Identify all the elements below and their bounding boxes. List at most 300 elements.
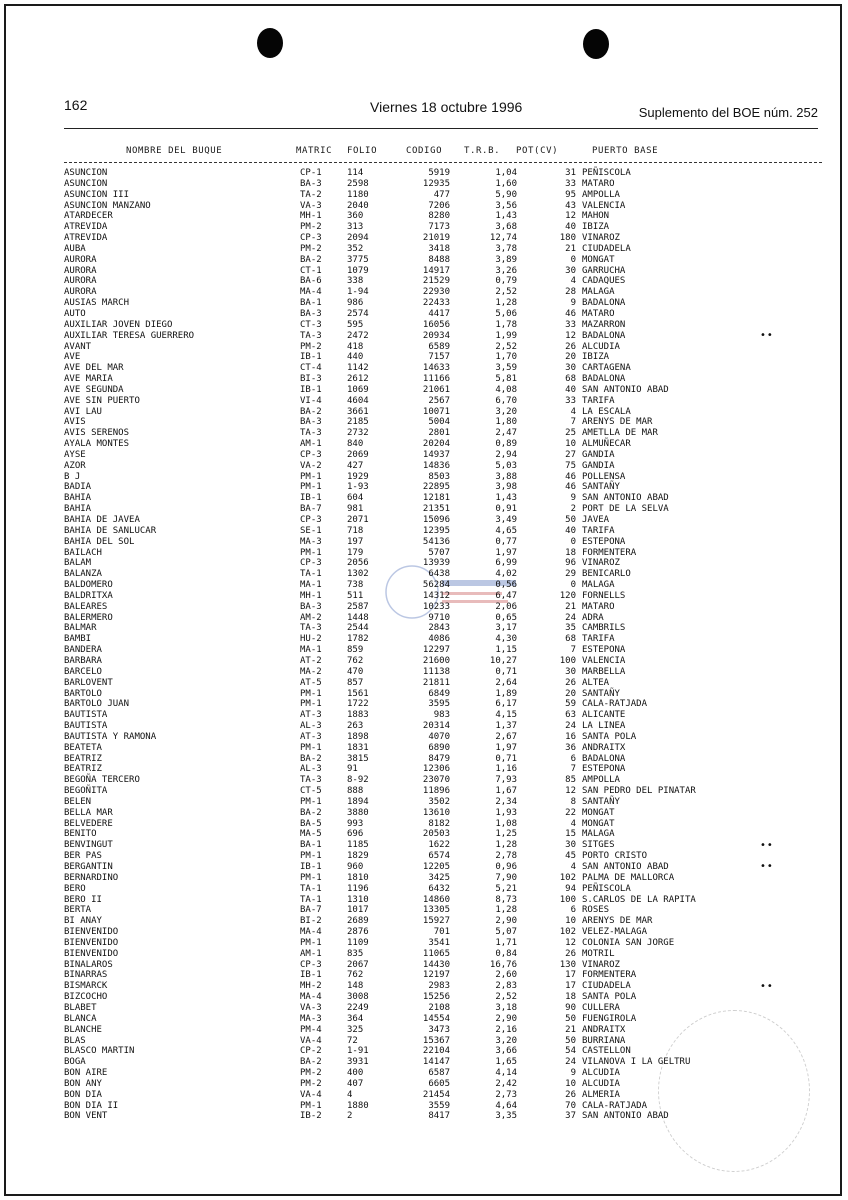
cell-port: IBIZA <box>582 222 610 233</box>
cell-port: VINAROZ <box>582 558 620 569</box>
cell-codigo: 11138 <box>422 666 450 677</box>
cell-codigo: 5004 <box>428 417 450 428</box>
cell-codigo: 6589 <box>428 341 450 352</box>
cell-name: BEGOÑITA <box>64 786 108 797</box>
cell-name: BIENVENIDO <box>64 927 119 938</box>
cell-pot: 10 <box>565 1078 576 1089</box>
cell-name: ASUNCION <box>64 168 108 178</box>
cell-trb: 0,84 <box>495 948 517 959</box>
cell-pot: 16 <box>565 731 576 742</box>
cell-folio: 197 <box>347 536 364 547</box>
table-row <box>64 1003 824 1014</box>
cell-codigo: 9710 <box>428 612 450 623</box>
cell-port: ARENYS DE MAR <box>582 417 653 428</box>
cell-pot: 10 <box>565 916 576 927</box>
cell-matric: MA-4 <box>300 927 322 938</box>
cell-pot: 4 <box>570 406 576 417</box>
cell-pot: 36 <box>565 742 576 753</box>
table-row <box>64 699 824 710</box>
cell-port: SAN ANTONIO ABAD <box>582 1111 669 1122</box>
cell-folio: 888 <box>347 786 364 797</box>
cell-trb: 1,16 <box>495 764 517 775</box>
cell-folio: 407 <box>347 1078 364 1089</box>
cell-port: SITGES <box>582 840 615 851</box>
cell-codigo: 6574 <box>428 851 450 862</box>
margin-mark: •• <box>760 980 774 992</box>
cell-name: BAUTISTA <box>64 710 108 721</box>
cell-folio: 470 <box>347 666 364 677</box>
cell-pot: 27 <box>565 449 576 460</box>
cell-port: GARRUCHA <box>582 265 626 276</box>
cell-pot: 120 <box>559 590 576 601</box>
cell-codigo: 6849 <box>428 688 450 699</box>
cell-matric: TA-3 <box>300 775 322 786</box>
cell-matric: SE-1 <box>300 525 322 536</box>
table-row <box>64 645 824 656</box>
cell-folio: 2544 <box>347 623 369 634</box>
cell-port: SAN PEDRO DEL PINATAR <box>582 786 696 797</box>
cell-pot: 30 <box>565 265 576 276</box>
cell-port: SAN ANTONIO ABAD <box>582 493 669 504</box>
cell-codigo: 14917 <box>422 265 450 276</box>
cell-matric: BA-1 <box>300 840 322 851</box>
cell-name: BARBARA <box>64 655 102 666</box>
cell-trb: 12,74 <box>489 233 517 244</box>
cell-folio: 2876 <box>347 927 369 938</box>
cell-folio: 1-94 <box>347 287 369 298</box>
cell-port: ALICANTE <box>582 710 626 721</box>
cell-name: B J <box>64 471 81 482</box>
cell-codigo: 15096 <box>422 515 450 525</box>
cell-name: BIENVENIDO <box>64 937 119 948</box>
cell-folio: 2094 <box>347 233 369 244</box>
cell-codigo: 13939 <box>422 558 450 569</box>
cell-name: BALAM <box>64 558 92 569</box>
cell-name: BIENVENIDO <box>64 948 119 959</box>
cell-matric: BA-2 <box>300 406 322 417</box>
cell-name: BALEARES <box>64 601 108 612</box>
cell-pot: 40 <box>565 525 576 536</box>
cell-pot: 59 <box>565 699 576 710</box>
cell-matric: PM-1 <box>300 742 322 753</box>
cell-port: MONGAT <box>582 254 615 265</box>
cell-pot: 26 <box>565 1089 576 1100</box>
cell-port: PEÑISCOLA <box>582 168 631 178</box>
cell-codigo: 11065 <box>422 948 450 959</box>
table-row <box>64 385 824 396</box>
cell-trb: 5,21 <box>495 883 517 894</box>
cell-matric: MA-3 <box>300 536 322 547</box>
cell-matric: PM-2 <box>300 243 322 254</box>
cell-codigo: 5707 <box>428 547 450 558</box>
cell-trb: 3,26 <box>495 265 517 276</box>
table-row <box>64 276 824 287</box>
table-row <box>64 949 824 960</box>
cell-name: BENITO <box>64 829 97 840</box>
cell-codigo: 23070 <box>422 775 450 786</box>
cell-port: CAMBRILS <box>582 623 626 634</box>
cell-matric: TA-3 <box>300 330 322 341</box>
cell-matric: HU-2 <box>300 634 322 645</box>
cell-trb: 4,08 <box>495 384 517 395</box>
cell-trb: 0,96 <box>495 862 517 872</box>
cell-codigo: 14554 <box>422 1013 450 1024</box>
cell-folio: 2067 <box>347 959 369 970</box>
table-row <box>64 873 824 884</box>
cell-matric: BA-3 <box>300 601 322 612</box>
cell-trb: 0,71 <box>495 666 517 677</box>
cell-pot: 180 <box>559 233 576 244</box>
cell-codigo: 3418 <box>428 243 450 254</box>
cell-name: BARCELO <box>64 666 102 677</box>
cell-port: ESTEPONA <box>582 764 626 775</box>
table-row <box>64 439 824 450</box>
cell-folio: 2056 <box>347 558 369 569</box>
cell-codigo: 6432 <box>428 883 450 894</box>
table-row <box>64 981 824 992</box>
cell-pot: 100 <box>559 894 576 905</box>
cell-folio: 1079 <box>347 265 369 276</box>
table-row <box>64 960 824 971</box>
cell-name: AURORA <box>64 276 97 287</box>
cell-matric: AT-3 <box>300 731 322 742</box>
table-row <box>64 569 824 580</box>
cell-matric: BA-3 <box>300 417 322 428</box>
cell-codigo: 8182 <box>428 818 450 829</box>
cell-pot: 2 <box>570 504 576 515</box>
cell-folio: 1069 <box>347 384 369 395</box>
cell-port: MARBELLA <box>582 666 626 677</box>
cell-trb: 2,16 <box>495 1024 517 1035</box>
cell-port: PALMA DE MALLORCA <box>582 872 675 883</box>
cell-pot: 33 <box>565 395 576 406</box>
cell-pot: 7 <box>570 417 576 428</box>
cell-matric: PM-2 <box>300 341 322 352</box>
cell-port: POLLENSA <box>582 471 626 482</box>
cell-pot: 28 <box>565 287 576 298</box>
table-row <box>64 558 824 569</box>
cell-trb: 1,80 <box>495 417 517 428</box>
cell-folio: 2185 <box>347 417 369 428</box>
cell-name: BAHIA DEL SOL <box>64 536 135 547</box>
cell-folio: 993 <box>347 818 364 829</box>
table-row <box>64 342 824 353</box>
cell-trb: 0,91 <box>495 504 517 515</box>
table-row <box>64 623 824 634</box>
cell-port: SANTA POLA <box>582 992 637 1003</box>
cell-pot: 4 <box>570 818 576 829</box>
cell-name: BON ANY <box>64 1078 102 1089</box>
table-row <box>64 851 824 862</box>
cell-folio: 1829 <box>347 851 369 862</box>
cell-matric: TA-2 <box>300 189 322 200</box>
cell-trb: 3,59 <box>495 363 517 374</box>
cell-trb: 3,66 <box>495 1046 517 1057</box>
cell-folio: 595 <box>347 319 364 330</box>
cell-folio: 835 <box>347 948 364 959</box>
cell-matric: BA-2 <box>300 1057 322 1068</box>
cell-name: BERO <box>64 883 86 894</box>
cell-trb: 16,76 <box>489 959 517 970</box>
cell-trb: 1,97 <box>495 742 517 753</box>
cell-codigo: 12306 <box>422 764 450 775</box>
cell-trb: 3,18 <box>495 1002 517 1013</box>
cell-codigo: 20503 <box>422 829 450 840</box>
cell-pot: 0 <box>570 580 576 591</box>
cell-codigo: 22433 <box>422 298 450 309</box>
cell-folio: 2071 <box>347 515 369 525</box>
cell-trb: 1,97 <box>495 547 517 558</box>
cell-folio: 1196 <box>347 883 369 894</box>
cell-codigo: 20204 <box>422 439 450 450</box>
cell-name: AVIS <box>64 417 86 428</box>
table-row <box>64 428 824 439</box>
cell-port: MAZARRON <box>582 319 626 330</box>
cell-pot: 12 <box>565 330 576 341</box>
cell-codigo: 54136 <box>422 536 450 547</box>
cell-pot: 75 <box>565 460 576 471</box>
cell-name: BON DIA <box>64 1089 102 1100</box>
cell-matric: PM-1 <box>300 471 322 482</box>
cell-pot: 90 <box>565 1002 576 1013</box>
cell-trb: 1,43 <box>495 211 517 222</box>
cell-pot: 6 <box>570 905 576 916</box>
table-row <box>64 732 824 743</box>
table-row <box>64 1025 824 1036</box>
cell-name: BLABET <box>64 1002 97 1013</box>
cell-codigo: 15256 <box>422 992 450 1003</box>
cell-folio: 418 <box>347 341 364 352</box>
cell-port: MATARO <box>582 601 615 612</box>
cell-trb: 4,64 <box>495 1100 517 1111</box>
cell-pot: 26 <box>565 341 576 352</box>
table-row <box>64 743 824 754</box>
cell-folio: 1310 <box>347 894 369 905</box>
cell-folio: 263 <box>347 721 364 732</box>
cell-matric: PM-1 <box>300 851 322 862</box>
cell-port: BADALONA <box>582 753 626 764</box>
table-row <box>64 233 824 244</box>
cell-name: BANDERA <box>64 645 102 656</box>
cell-trb: 3,89 <box>495 254 517 265</box>
cell-trb: 2,52 <box>495 341 517 352</box>
col-header-port: PUERTO BASE <box>592 146 659 156</box>
cell-codigo: 2801 <box>428 428 450 439</box>
cell-name: BARLOVENT <box>64 677 113 688</box>
table-row <box>64 797 824 808</box>
cell-trb: 3,56 <box>495 200 517 211</box>
table-row <box>64 840 824 851</box>
cell-folio: 1448 <box>347 612 369 623</box>
cell-trb: 1,78 <box>495 319 517 330</box>
cell-pot: 24 <box>565 612 576 623</box>
cell-name: BOGA <box>64 1057 86 1068</box>
cell-matric: CT-3 <box>300 319 322 330</box>
table-row <box>64 710 824 721</box>
cell-matric: CT-4 <box>300 363 322 374</box>
table-row <box>64 417 824 428</box>
cell-name: BAHIA <box>64 493 92 504</box>
cell-matric: AL-3 <box>300 764 322 775</box>
cell-port: S.CARLOS DE LA RAPITA <box>582 894 696 905</box>
cell-port: FORNELLS <box>582 590 626 601</box>
cell-matric: PM-1 <box>300 482 322 493</box>
cell-matric: BA-2 <box>300 254 322 265</box>
cell-matric: BA-3 <box>300 308 322 319</box>
cell-matric: MH-1 <box>300 211 322 222</box>
cell-trb: 1,99 <box>495 330 517 341</box>
cell-pot: 25 <box>565 428 576 439</box>
cell-name: ATREVIDA <box>64 233 108 244</box>
cell-codigo: 3595 <box>428 699 450 710</box>
table-row <box>64 721 824 732</box>
cell-codigo: 4070 <box>428 731 450 742</box>
cell-matric: PM-4 <box>300 1024 322 1035</box>
table-row <box>64 363 824 374</box>
cell-codigo: 21600 <box>422 655 450 666</box>
cell-port: VALENCIA <box>582 655 626 666</box>
cell-matric: MH-1 <box>300 590 322 601</box>
cell-trb: 2,73 <box>495 1089 517 1100</box>
cell-codigo: 11166 <box>422 374 450 385</box>
col-header-matric: MATRIC <box>296 146 333 156</box>
cell-name: AUXILIAR TERESA GUERRERO <box>64 330 195 341</box>
cell-trb: 2,06 <box>495 601 517 612</box>
table-row <box>64 764 824 775</box>
cell-folio: 1-91 <box>347 1046 369 1057</box>
cell-matric: TA-3 <box>300 428 322 439</box>
table-row <box>64 895 824 906</box>
cell-pot: 43 <box>565 200 576 211</box>
cell-matric: PM-1 <box>300 688 322 699</box>
table-row <box>64 493 824 504</box>
cell-folio: 3008 <box>347 992 369 1003</box>
cell-matric: MH-2 <box>300 981 322 992</box>
table-row <box>64 862 824 873</box>
cell-pot: 8 <box>570 796 576 807</box>
cell-trb: 3,78 <box>495 243 517 254</box>
cell-name: AVE DEL MAR <box>64 363 124 374</box>
cell-name: AURORA <box>64 254 97 265</box>
cell-pot: 29 <box>565 569 576 580</box>
table-row <box>64 1046 824 1057</box>
table-row <box>64 222 824 233</box>
cell-matric: BA-2 <box>300 807 322 818</box>
cell-trb: 0,56 <box>495 580 517 591</box>
cell-codigo: 21811 <box>422 677 450 688</box>
cell-name: BINALAROS <box>64 959 113 970</box>
cell-folio: 1142 <box>347 363 369 374</box>
cell-codigo: 983 <box>433 710 450 721</box>
cell-codigo: 7173 <box>428 222 450 233</box>
cell-name: AVANT <box>64 341 92 352</box>
cell-folio: 2472 <box>347 330 369 341</box>
table-row <box>64 526 824 537</box>
cell-codigo: 22104 <box>422 1046 450 1057</box>
cell-pot: 102 <box>559 872 576 883</box>
cell-matric: TA-1 <box>300 569 322 580</box>
cell-matric: AT-5 <box>300 677 322 688</box>
cell-codigo: 10071 <box>422 406 450 417</box>
cell-matric: PM-2 <box>300 222 322 233</box>
cell-pot: 12 <box>565 937 576 948</box>
table-row <box>64 450 824 461</box>
cell-folio: 8-92 <box>347 775 369 786</box>
header-rule <box>64 128 818 129</box>
cell-codigo: 2983 <box>428 981 450 992</box>
table-row <box>64 168 824 179</box>
cell-codigo: 13305 <box>422 905 450 916</box>
cell-trb: 6,47 <box>495 590 517 601</box>
cell-folio: 3661 <box>347 406 369 417</box>
table-row <box>64 656 824 667</box>
cell-name: BELEN <box>64 796 92 807</box>
cell-port: ALCUDIA <box>582 341 620 352</box>
cell-folio: 1722 <box>347 699 369 710</box>
cell-trb: 1,43 <box>495 493 517 504</box>
cell-port: SAN ANTONIO ABAD <box>582 862 669 872</box>
cell-folio: 762 <box>347 655 364 666</box>
cell-codigo: 3425 <box>428 872 450 883</box>
cell-matric: VA-2 <box>300 460 322 471</box>
cell-folio: 2612 <box>347 374 369 385</box>
cell-name: AYSE <box>64 449 86 460</box>
cell-pot: 18 <box>565 992 576 1003</box>
cell-folio: 2069 <box>347 449 369 460</box>
cell-trb: 3,49 <box>495 515 517 525</box>
col-header-folio: FOLIO <box>347 146 378 156</box>
publication-date: Viernes 18 octubre 1996 <box>370 99 523 115</box>
cell-trb: 2,90 <box>495 916 517 927</box>
cell-pot: 100 <box>559 655 576 666</box>
cell-trb: 1,71 <box>495 937 517 948</box>
cell-codigo: 12181 <box>422 493 450 504</box>
cell-codigo: 14937 <box>422 449 450 460</box>
cell-folio: 2689 <box>347 916 369 927</box>
cell-folio: 313 <box>347 222 364 233</box>
cell-matric: PM-1 <box>300 1100 322 1111</box>
cell-matric: PM-1 <box>300 796 322 807</box>
cell-pot: 54 <box>565 1046 576 1057</box>
cell-name: BENVINGUT <box>64 840 113 851</box>
cell-codigo: 2567 <box>428 395 450 406</box>
cell-codigo: 8280 <box>428 211 450 222</box>
cell-codigo: 12935 <box>422 178 450 189</box>
margin-mark: •• <box>760 861 774 873</box>
cell-matric: BA-5 <box>300 818 322 829</box>
table-row <box>64 244 824 255</box>
cell-port: ALMERIA <box>582 1089 620 1100</box>
table-row <box>64 970 824 981</box>
cell-folio: 1302 <box>347 569 369 580</box>
cell-port: MATARO <box>582 308 615 319</box>
cell-port: CARTAGENA <box>582 363 631 374</box>
cell-folio: 3775 <box>347 254 369 265</box>
cell-folio: 696 <box>347 829 364 840</box>
table-row <box>64 472 824 483</box>
cell-name: AVI LAU <box>64 406 102 417</box>
cell-name: BAUTISTA <box>64 721 108 732</box>
cell-folio: 352 <box>347 243 364 254</box>
cell-pot: 22 <box>565 807 576 818</box>
cell-trb: 4,02 <box>495 569 517 580</box>
cell-trb: 1,04 <box>495 168 517 178</box>
margin-mark: •• <box>760 839 774 851</box>
cell-matric: BA-1 <box>300 298 322 309</box>
cell-pot: 21 <box>565 243 576 254</box>
cell-folio: 986 <box>347 298 364 309</box>
punch-hole-right <box>583 29 609 59</box>
